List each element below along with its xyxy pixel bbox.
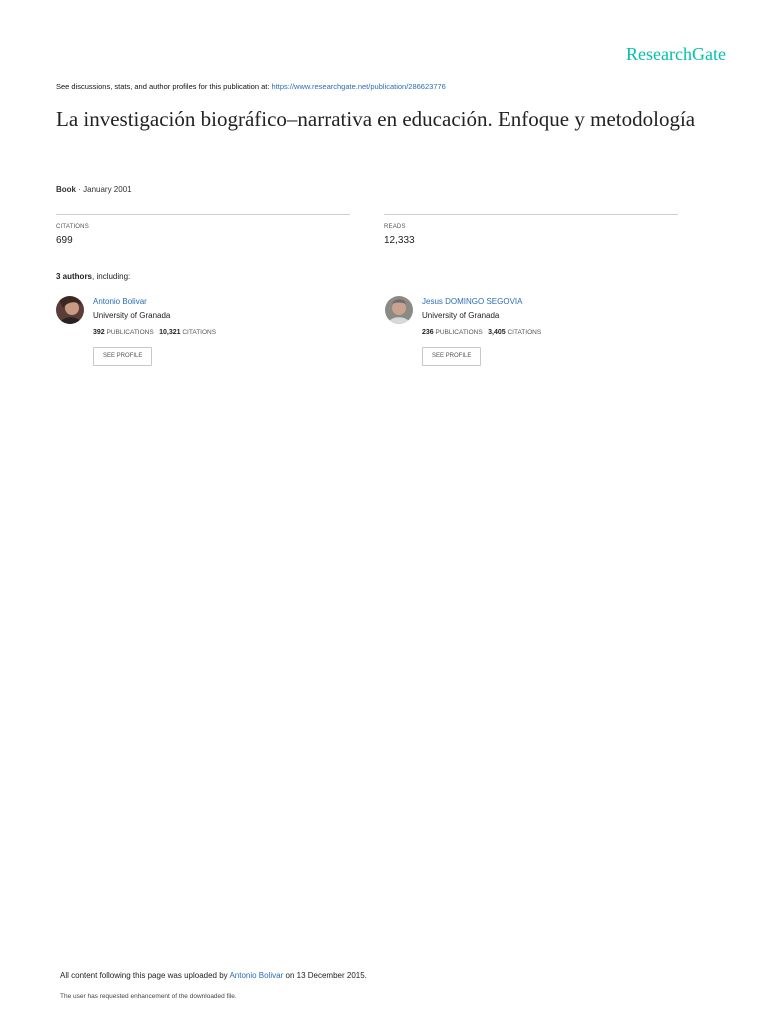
authors-heading (56, 272, 130, 281)
author-photo-icon (385, 296, 413, 324)
author-publications-label: PUBLICATIONS (435, 329, 483, 336)
enhancement-note: The user has requested enhancement of the downloaded file. (60, 993, 237, 1000)
reads-value: 12,333 (384, 235, 415, 246)
author-affiliation: University of Granada (93, 311, 171, 320)
author-name-link[interactable]: Antonio Bolivar (93, 297, 147, 306)
see-discussions-line (56, 82, 446, 91)
author-photo-icon (56, 296, 84, 324)
publication-meta (56, 185, 132, 194)
upload-prefix: All content following this page was uploaded by (60, 971, 228, 980)
author-publications-count: 392 (93, 329, 105, 336)
upload-info (60, 971, 367, 980)
author-stats (422, 329, 541, 336)
reads-divider (384, 214, 678, 215)
author-publications-label: PUBLICATIONS (106, 329, 154, 336)
citations-divider (56, 214, 350, 215)
author-affiliation: University of Granada (422, 311, 500, 320)
publication-date: · January 2001 (78, 185, 132, 194)
author-citations-label: CITATIONS (507, 329, 542, 336)
see-discussions-text: See discussions, stats, and author profiles for this publication at: (56, 82, 270, 91)
author-name-link[interactable]: Jesus DOMINGO SEGOVIA (422, 297, 523, 306)
see-profile-button[interactable]: SEE PROFILE (422, 347, 481, 366)
uploader-link[interactable]: Antonio Bolivar (229, 971, 284, 980)
researchgate-logo[interactable]: ResearchGate (626, 44, 726, 64)
see-profile-button[interactable]: SEE PROFILE (93, 347, 152, 366)
reads-label: READS (384, 224, 406, 230)
author-stats (93, 329, 216, 336)
author-publications-count: 236 (422, 329, 434, 336)
citations-value: 699 (56, 235, 73, 246)
authors-count: 3 authors (56, 272, 93, 281)
upload-date: on 13 December 2015. (285, 971, 367, 980)
publication-type: Book (56, 185, 76, 194)
citations-label: CITATIONS (56, 224, 89, 230)
avatar[interactable] (385, 296, 413, 324)
authors-including: , including: (92, 272, 131, 281)
publication-url-link[interactable]: https://www.researchgate.net/publication/286623776 (271, 82, 446, 91)
author-citations-count: 10,321 (159, 329, 181, 336)
author-citations-count: 3,405 (488, 329, 506, 336)
author-citations-label: CITATIONS (182, 329, 217, 336)
publication-title: La investigación biográfico–narrativa en educación. Enfoque y metodología (56, 107, 696, 131)
avatar[interactable] (56, 296, 84, 324)
